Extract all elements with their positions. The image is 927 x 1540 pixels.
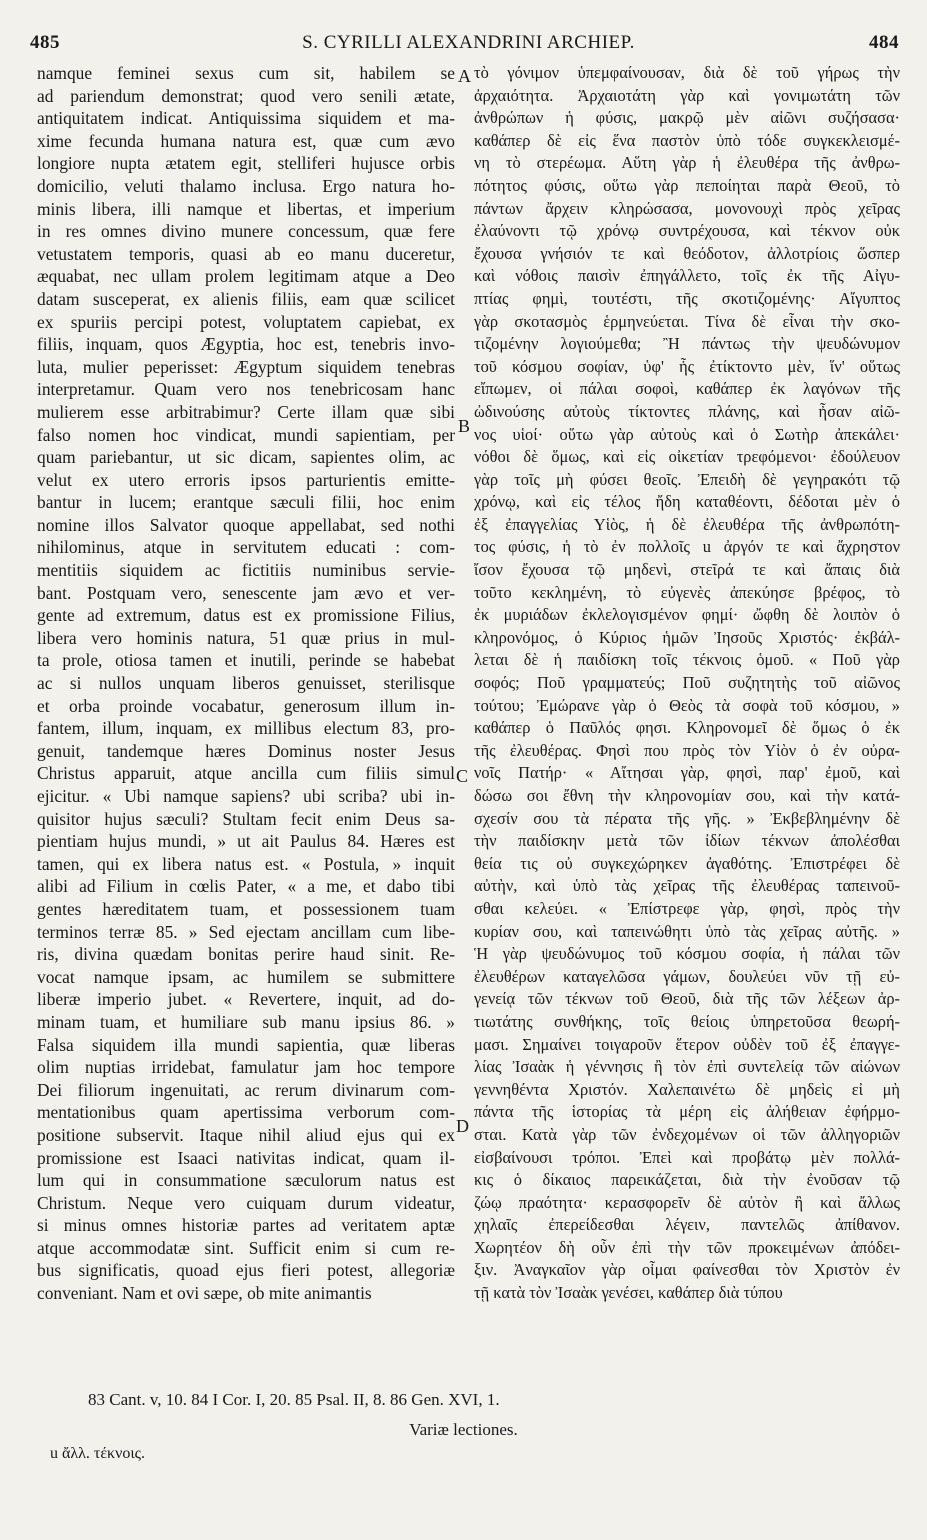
latin-text-line: terminos terræ 85. » Sed ejectam ancillam cum libe- xyxy=(37,921,455,942)
variae-lectiones-heading: Variæ lectiones. xyxy=(409,1420,518,1439)
greek-text-line: ἐλευθέρων καταγελῶσα γάμων, δουλεύει νῦν τῇ εὐ- xyxy=(474,966,900,986)
greek-text-line: ὠδινούσης αὐτοὺς τίκτοντες πλάνης, καὶ ἦσαν αἰῶ- xyxy=(474,401,900,421)
greek-text-line: ἐλαύνοντι τῷ χρόνῳ συντρέχουσα, καὶ τέκνον οὐκ xyxy=(474,221,900,241)
latin-text-line: nihilominus, atque in servitutem educati : com- xyxy=(37,537,455,558)
latin-text-line: longiore nupta ætatem egit, stelliferi hujusce orbis xyxy=(37,153,455,174)
greek-text-line: τος φύσις, ἡ τὸ ἐν πολλοῖς u ἀργόν τε καὶ ἄχρηστον xyxy=(474,537,900,557)
greek-text-line: ζώῳ πραότητα· κερασφορεῖν δὲ αὐτὸν ἢ καὶ ἄλλως xyxy=(474,1192,900,1212)
greek-text-line: νοῖς Πατήρ· « Αἴτησαι γὰρ, φησὶ, παρ' ἐμοῦ, καὶ xyxy=(474,763,900,783)
latin-text-line: genuit, tandemque hæres Dominus noster Jesus xyxy=(37,740,455,761)
latin-text-line: promissione est Isaaci nativitas indicat, quam il- xyxy=(37,1147,455,1168)
latin-text-line: si minus omnes historiæ partes ad veritatem aptæ xyxy=(37,1215,455,1236)
latin-text-line: interpretamur. Quam vero nos tenebricosam hanc xyxy=(37,379,455,400)
variae-lectiones-note: u ἄλλ. τέκνοις. xyxy=(50,1445,145,1462)
greek-text-line: νος υἱοί· οὕτω γὰρ αὐτοὺς καὶ ὁ Σωτὴρ ἀπεκάλει· xyxy=(474,424,900,444)
greek-text-line: ἔχουσα γνήσιόν τε καὶ θεόδοτον, ἀλλοτρίοις ὥσπερ xyxy=(474,243,900,263)
latin-text-line: olim nuptias irridebat, famulatur jam hoc tempore xyxy=(37,1057,455,1078)
greek-text-line: σται. Κατὰ γὰρ τῶν ἐνδεχομένων οἱ τῶν ἀλληγοριῶν xyxy=(474,1124,900,1144)
latin-text-line: ac si nullos unquam liberos genuisset, sterilisque xyxy=(37,673,455,694)
latin-text-line: vetustatem temporis, quasi ab eo manu duceretur, xyxy=(37,243,455,264)
latin-text-line: bant. Postquam vero, senescente jam ævo et ver- xyxy=(37,582,455,603)
latin-text-line: conveniant. Nam et ovi sæpe, ob mite animantis xyxy=(37,1283,372,1304)
margin-marker-d: D xyxy=(456,1116,469,1136)
latin-text-line: Dei filiorum ingenuitati, ac rerum divinarum com- xyxy=(37,1079,455,1100)
latin-text-line: bantur in lucem; erantque sæculi filii, hoc enim xyxy=(37,492,455,513)
greek-text-line: πάντων ἄρχειν κληρώσασα, μονονουχὶ πρὸς χεῖρας xyxy=(474,198,900,218)
greek-text-line: ἴσον ἔχουσα τῷ μηδενὶ, στεῖρά τε καὶ ἄπαις διὰ xyxy=(474,560,900,580)
greek-text-line: νη τὸ στερέωμα. Αὕτη γὰρ ἡ ἐλευθέρα τῆς ἀνθρω- xyxy=(474,153,900,173)
latin-text-line: Falsa siquidem illa mundi sapientia, quæ liberas xyxy=(37,1034,455,1055)
latin-text-line: et orba proinde vocabatur, generosum illum in- xyxy=(37,695,455,716)
greek-text-line: γὰρ τοῖς μὴ φύσει θεοῖς. Ἐπειδὴ δὲ γεγηρακότι τῷ xyxy=(474,469,900,489)
latin-text-line: tamen, qui ex libera natus est. « Postula, » inquit xyxy=(37,853,455,874)
latin-text-line: xime fecunda humana natura est, quæ cum ævo xyxy=(37,130,455,151)
greek-text-line: λεται δὲ ἡ παιδίσκη τοῖς τέκνοις ὁμοῦ. « Ποῦ γὰρ xyxy=(474,650,900,670)
greek-text-line: τοῦτο κεκλημένη, τὸ εὐγενὲς ἀπεκύησε βρέφος, τὸ xyxy=(474,582,900,602)
footnotes: 83 Cant. v, 10. 84 I Cor. I, 20. 85 Psal. II, 8. 86 Gen. XVI, 1. xyxy=(88,1390,500,1409)
latin-text-line: fantem, illum, inquam, ex millibus electum 83, pro- xyxy=(37,718,455,739)
latin-text-line: domicilio, veluti thalamo inclusa. Ergo natura ho- xyxy=(37,175,455,196)
greek-text-line: τὸ γόνιμον ὑπεμφαίνουσαν, διὰ δὲ τοῦ γήρως τὴν xyxy=(474,63,900,82)
latin-text-line: gente ad extremum, datus est ex promissione Filius, xyxy=(37,605,455,626)
greek-text-line: τούτου; Ἐμώρανε γὰρ ὁ Θεὸς τὰ σοφὰ τοῦ κόσμου, » xyxy=(474,695,900,715)
latin-text-line: libera vero hominis natura, 51 quæ prius in mul- xyxy=(37,627,455,648)
latin-text-line: bus significatis, quoad ejus fieri potest, allegoriæ xyxy=(37,1260,455,1281)
margin-marker-c: C xyxy=(456,766,469,786)
greek-text-line: θεία τις οὐ συγκεχώρηκεν ἀγαθότης. Ἐπιστρέφει δὲ xyxy=(474,853,900,873)
greek-text-line: καὶ νόθοις παισὶν ἐπηγάλλετο, τοῖς ἐκ τῆς Αἰγυ- xyxy=(474,266,900,286)
greek-text-line: ἀρχαιότητα. Ἀρχαιοτάτη γὰρ καὶ γονιμωτάτη τῶν xyxy=(474,85,900,105)
latin-text-line: ta prole, otiosa tamen et inutili, perinde se habebat xyxy=(37,650,455,671)
latin-column xyxy=(37,62,455,1305)
greek-text-line: ἀνθρώπων ἡ φύσις, μακρῷ μὲν αἰῶνι συζήσασα· xyxy=(474,108,900,128)
latin-text-line: antiquitatem indicat. Antiquissima siquidem et ma- xyxy=(37,108,455,129)
latin-text-line: quisitor hujus sæculi? Stultam fecit enim Deus sa- xyxy=(37,808,455,829)
greek-text-line: σοφός; Ποῦ γραμματεύς; Ποῦ συζητητὴς τοῦ αἰῶνος xyxy=(474,673,900,693)
latin-text-line: lum qui in consummatione sæculorum natus est xyxy=(37,1170,455,1191)
greek-text-line: δώσω σοι ἔθνη τὴν κληρονομίαν σου, καὶ τὴν κατά- xyxy=(474,786,900,805)
latin-text-line: ejicitur. « Ubi namque sapiens? ubi scriba? ubi in- xyxy=(37,786,455,806)
page-number-left: 485 xyxy=(30,32,60,53)
margin-marker-a: A xyxy=(458,66,471,86)
greek-text-line: εἴπωμεν, οἱ πάλαι σοφοὶ, καθάπερ ἐκ λαγόνων τῆς xyxy=(474,379,900,399)
greek-text-line: καθάπερ δὲ εἰς ἕνα παστὸν ὑπὸ τόδε συγκεκλεισμέ- xyxy=(474,130,900,150)
greek-text-line: πτίας φημὶ, τουτέστι, τῆς σκοτιζομένης· Αἴγυπτος xyxy=(474,288,900,308)
greek-text-line: τοῦ κόσμου σοφίαν, ὑφ' ἧς ἐτίκτοντο μὲν, ἵν' οὕτως xyxy=(474,356,900,376)
latin-text-line: ex spuriis percipi potest, voluptatem capiebat, ex xyxy=(37,311,455,332)
latin-text-line: atque accommodatæ sint. Sufficit enim si cum re- xyxy=(37,1237,455,1258)
greek-text-line: χηλαῖς ἐπερείδεσθαι λέγειν, παντελῶς ἀπίθανον. xyxy=(474,1215,900,1235)
greek-text-line: γὰρ σκοτασμὸς ἑρμηνεύεται. Τίνα δὲ εἶναι τὴν σκο- xyxy=(474,311,900,331)
latin-text-line: Christum. Neque vero cuiquam durum videatur, xyxy=(37,1192,455,1213)
latin-text-line: in res omnes divino munere concessum, quæ fere xyxy=(37,221,455,242)
greek-text-line: κληρονόμος, ὁ Κύριος ἡμῶν Ἰησοῦς Χριστός· ἐκβάλ- xyxy=(474,627,900,647)
latin-text-line: gentes hæreditatem tuam, et possessionem tuam xyxy=(37,898,455,919)
greek-column xyxy=(474,62,900,1305)
latin-text-line: liberæ imperio jubet. « Revertere, inquit, ad do- xyxy=(37,989,455,1010)
greek-text-line: Χωρητέον δὴ οὖν ἐπὶ τὴν τῶν προκειμένων ἀπόδει- xyxy=(474,1237,900,1257)
greek-text-line: ἐξ ἐπαγγελίας Υἱὸς, ἡ δὲ ἐλευθέρα τῆς ἀνθρωπότη- xyxy=(474,514,900,534)
latin-text-line: alibi ad Filium in cœlis Pater, « a me, et dabo tibi xyxy=(37,876,455,897)
greek-text-line: γενείᾳ τῶν τέκνων τοῦ Θεοῦ, διὰ τῆς τῶν λέξεων ἀρ- xyxy=(474,989,900,1009)
greek-text-line: λίας Ἰσαὰκ ἡ γέννησις ἢ τὸν ἐπὶ συντελείᾳ τῶν αἰώνων xyxy=(474,1057,900,1077)
greek-text-line: κυρίαν σου, καὶ ταπεινώθητι ὑπὸ τὰς χεῖρας αὐτῆς. » xyxy=(474,921,900,941)
greek-text-line: τιωτάτης συνθήκης, τοῖς θείοις ὑπηρετοῦσα θεωρή- xyxy=(474,1011,900,1031)
greek-text-line: τῆς ἐλευθέρας. Φησὶ που πρὸς τὸν Υἱὸν ὁ ἐν οὐρα- xyxy=(474,740,900,760)
greek-text-line: τῇ κατὰ τὸν Ἰσαὰκ γενέσει, καθάπερ διὰ τύπου xyxy=(474,1283,783,1303)
greek-text-line: καθάπερ ὁ Παῦλός φησι. Κληρονομεῖ δὲ ὅμως ὁ ἐκ xyxy=(474,718,900,738)
greek-text-line: τιζομένην λογιούμεθα; Ἢ πάντως τὴν ψευδώνυμον xyxy=(474,334,900,354)
greek-text-line: νόθοι δὲ ὅμως, καὶ εἰς οἰκετίαν τρεφόμενοι· ἐδούλευον xyxy=(474,447,900,467)
latin-text-line: ris, divina quædam bonitas perire haud sinit. Re- xyxy=(37,944,455,965)
latin-text-line: vocat namque ipsam, ac humilem se submittere xyxy=(37,966,455,987)
greek-text-line: εἰσβαίνουσι τρόποι. Ἐπεὶ καὶ προβάτῳ μὲν πολλά- xyxy=(474,1147,900,1167)
greek-text-line: γεννηθέντα Χριστόν. Χαλεπαινέτω δὲ μηδεὶς εἰ μὴ xyxy=(474,1079,900,1099)
latin-text-line: Christus apparuit, atque ancilla cum filiis simul xyxy=(37,763,455,784)
greek-text-line: πότητος φύσις, οὕτω γὰρ πεποίηται παρὰ Θεοῦ, τὸ xyxy=(474,175,900,195)
greek-text-line: σθαι κελεύει. « Ἐπίστρεφε γὰρ, φησὶ, πρὸς τὴν xyxy=(474,898,900,918)
greek-text-line: τὴν παιδίσκην μετὰ τῶν ἰδίων τέκνων ἀπολέσθαι xyxy=(474,831,900,851)
greek-text-line: ξιν. Ἀναγκαῖον γὰρ οἶμαι φαίνεσθαι τὸν Χριστὸν ἐν xyxy=(474,1260,900,1280)
greek-text-line: μασι. Σημαίνει τοιγαροῦν ἕτερον οὐδὲν τοῦ ἐξ ἐπαγγε- xyxy=(474,1034,900,1054)
latin-text-line: namque feminei sexus cum sit, habilem se xyxy=(37,63,455,83)
latin-text-line: filiis, inquam, quos Ægyptia, hoc est, tenebris invo- xyxy=(37,334,455,355)
latin-text-line: æquabat, nec ullam prolem legitimam atque a Deo xyxy=(37,266,455,287)
latin-text-line: luta, mulier peperisset: Ægyptum siquidem tenebras xyxy=(37,356,455,377)
latin-text-line: quam pariebantur, ut sic dicam, sapientes olim, ac xyxy=(37,447,455,468)
latin-text-line: minis libera, illi namque et libertas, et imperium xyxy=(37,198,455,219)
page-header xyxy=(30,32,907,58)
running-title: S. CYRILLI ALEXANDRINI ARCHIEP. xyxy=(302,32,635,53)
greek-text-line: σχεσίν σου τὰ πέρατα τῆς γῆς. » Ἐκβεβλημένην δὲ xyxy=(474,808,900,828)
latin-text-line: mulierem esse arbitrabimur? Certe illam quæ sibi xyxy=(37,401,455,422)
latin-text-line: ad pariendum demonstrat; quod vero senili ætate, xyxy=(37,85,455,106)
latin-text-line: nomine illos Salvator quoque appellabat, sed nothi xyxy=(37,514,455,535)
greek-text-line: πάντα τῆς ἱστορίας τὰ μέρη εἰς ἀλήθειαν ἐφήρμο- xyxy=(474,1102,900,1122)
margin-marker-b: B xyxy=(458,416,471,436)
greek-text-line: κις ὁ δίκαιος παρεικάζεται, διὰ τὴν ἐνοῦσαν τῷ xyxy=(474,1170,900,1190)
latin-text-line: positione subservit. Itaque nihil aliud ejus qui ex xyxy=(37,1124,455,1145)
latin-text-line: pientiam hujus mundi, » ut ait Paulus 84. Hæres est xyxy=(37,831,455,852)
latin-text-line: datam susceperat, ex alienis filiis, eam quæ scilicet xyxy=(37,288,455,309)
greek-text-line: χρόνῳ, καὶ εἰς τέλος ἤδη καταθέοντι, δέδοται μὲν ὁ xyxy=(474,492,900,512)
greek-text-line: ἐκ μυριάδων ἐκλελογισμένον φημί· ὤφθη δὲ λοιπὸν ὁ xyxy=(474,605,900,625)
latin-text-line: falso nomen hoc vindicat, mundi sapientiam, per xyxy=(37,424,455,445)
latin-text-line: mentationibus quam apertissima verborum com- xyxy=(37,1102,455,1123)
latin-text-line: velut ex utero erroris ipsos parturientis emitte- xyxy=(37,469,455,490)
latin-text-line: mentitiis siquidem ac fictitiis numinibus servie- xyxy=(37,560,455,581)
greek-text-line: αὐτὴν, καὶ ὑπὸ τὰς χεῖρας τῆς ἐλευθέρας ταπεινοῦ- xyxy=(474,876,900,896)
latin-text-line: minam tuam, et humiliare sub manu ipsius 86. » xyxy=(37,1011,455,1032)
page-number-right: 484 xyxy=(869,32,899,53)
greek-text-line: Ἡ γὰρ ψευδώνυμος τοῦ κόσμου σοφία, ἡ πάλαι τῶν xyxy=(474,944,900,964)
